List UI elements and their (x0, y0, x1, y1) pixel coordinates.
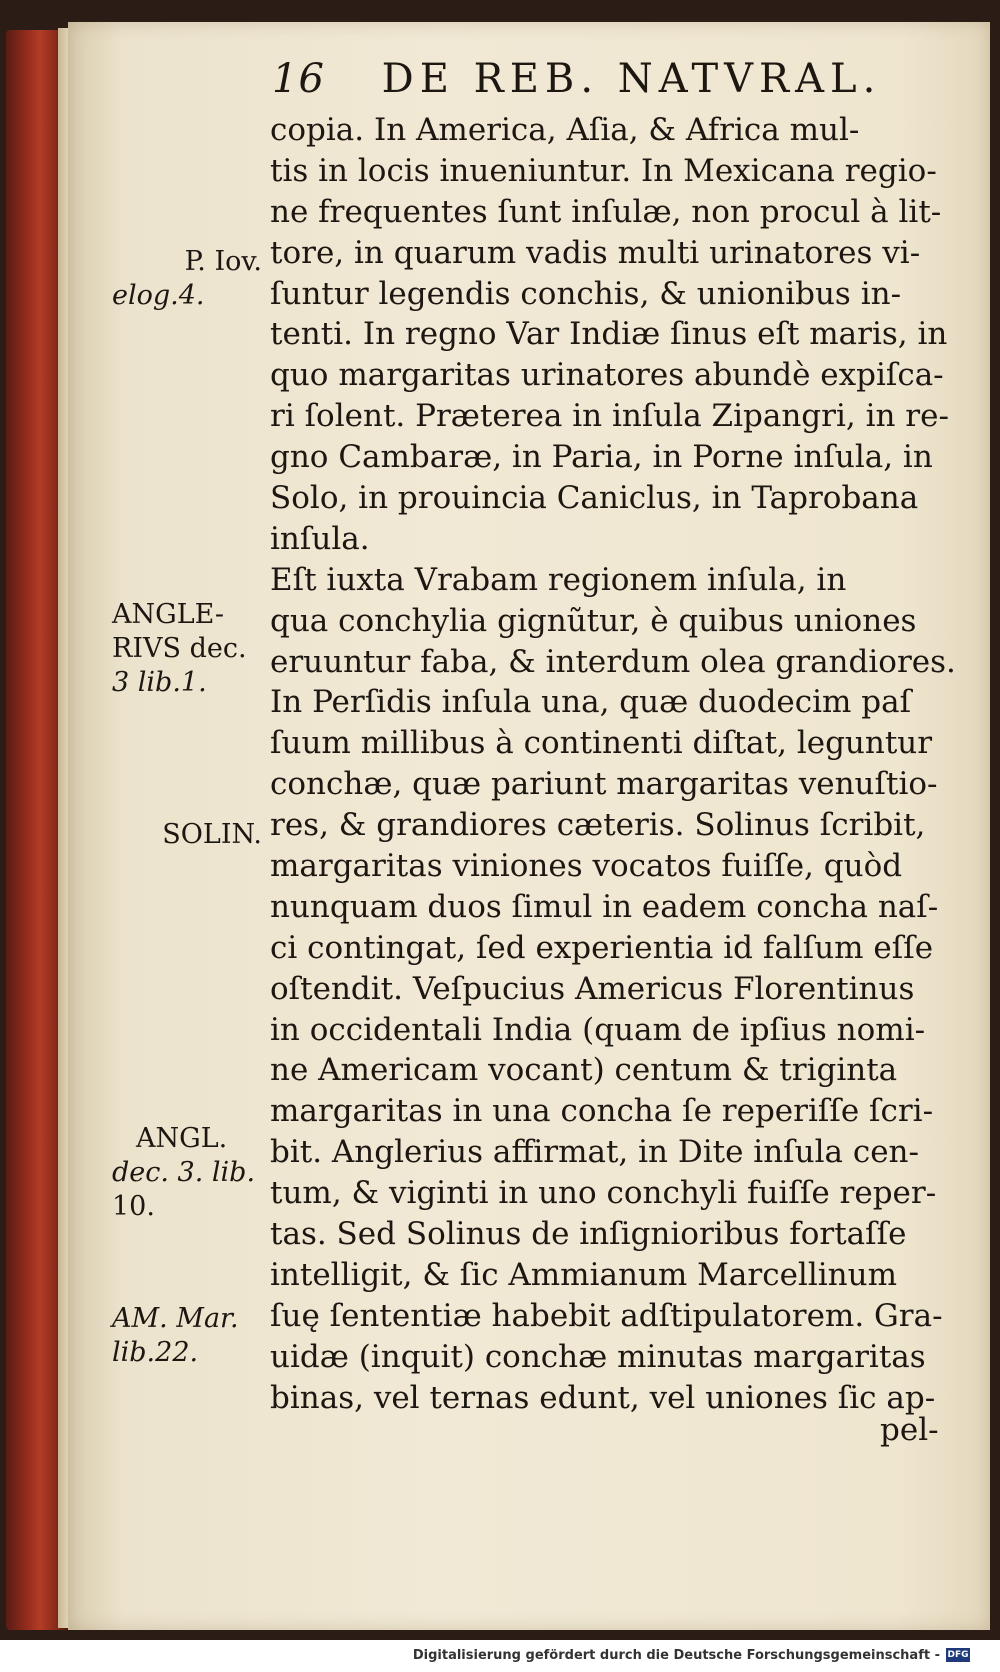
digitization-credit (413, 1644, 970, 1666)
text-line: Eſt iuxta Vrabam regionem inſula, in (270, 561, 847, 598)
text-line: ci contingat, ſed experientia id falſum eſſe (270, 929, 934, 966)
text-line: Solo, in prouincia Caniclus, in Taprobana (270, 480, 919, 517)
text-line: inſula. (270, 520, 370, 557)
margin-note-line: AM. Mar. (112, 1303, 239, 1334)
margin-note-line: lib.22. (112, 1337, 199, 1368)
text-line: in occidentali India (quam de ipſius nomi- (270, 1011, 926, 1048)
margin-note-line: 3 lib.1. (112, 667, 207, 698)
text-line: ne Americam vocant) centum & triginta (270, 1052, 898, 1089)
text-line: tum, & viginti in uno conchyli fuiſſe reper- (270, 1175, 937, 1212)
text-line: intelligit, & ſic Ammianum Marcellinum (270, 1256, 897, 1293)
text-line: conchæ, quæ pariunt margaritas venuſtio- (270, 766, 938, 803)
dfg-logo-icon: DFG (947, 1650, 969, 1660)
margin-note-ammianus (112, 1302, 262, 1370)
text-line: tore, in quarum vadis multi urinatores vi- (270, 234, 921, 271)
margin-note-line: 10. (112, 1191, 155, 1222)
main-text-block (270, 110, 960, 1419)
margin-note-line: ANGLE- (112, 599, 224, 630)
margin-note-anglerius-2 (112, 1122, 262, 1224)
text-line: ſuntur legendis conchis, & unionibus in- (270, 275, 902, 312)
text-line: ne frequentes ſunt inſulæ, non procul à lit- (270, 193, 942, 230)
margin-note-solinus (112, 818, 262, 852)
text-line: bit. Anglerius affirmat, in Dite inſula cen- (270, 1134, 920, 1171)
text-line: ſuum millibus à continenti diſtat, leguntur (270, 725, 933, 762)
text-line: eruuntur faba, & interdum olea grandiores. (270, 643, 956, 680)
running-title: DE REB. NATVRAL. (381, 56, 882, 102)
running-header (272, 56, 912, 106)
text-line: quo margaritas urinatores abundè expiſca- (270, 357, 944, 394)
text-line: In Perſidis inſula una, quæ duodecim paſ (270, 684, 912, 721)
text-line: gno Cambaræ, in Paria, in Porne inſula, in (270, 439, 933, 476)
margin-note-line: RIVS dec. (112, 633, 247, 664)
text-line: ri ſolent. Præterea in inſula Zipangri, in re- (270, 398, 949, 435)
margin-note-line: ANGL. (136, 1123, 228, 1154)
credit-text: Digitalisierung gefördert durch die Deutsche Forschungsgemeinschaft - (412, 1647, 940, 1663)
text-line: binas, vel ternas edunt, vel uniones ſic ap- (270, 1379, 936, 1416)
margin-note-anglerius (112, 598, 262, 700)
text-line: tenti. In regno Var Indiæ ſinus eſt maris, in (270, 316, 948, 353)
text-line: res, & grandiores cæteris. Solinus ſcribit, (270, 807, 926, 844)
text-line: oſtendit. Veſpucius Americus Florentinus (270, 970, 915, 1007)
margin-note-line: elog.4. (112, 280, 205, 311)
catchword: pel- (880, 1412, 939, 1448)
text-line: nunquam duos ſimul in eadem concha naſ- (270, 888, 939, 925)
text-line: ſuę ſententiæ habebit adſtipulatorem. Gra- (270, 1297, 943, 1334)
text-line: copia. In America, Aſia, & Africa mul- (270, 112, 860, 148)
page-number: 16 (272, 56, 325, 102)
text-line: qua conchylia gignũtur, è quibus uniones (270, 602, 917, 639)
text-line: uidæ (inquit) conchæ minutas margaritas (270, 1338, 926, 1375)
text-line: tas. Sed Solinus de inſignioribus fortaſſe (270, 1216, 907, 1253)
text-line: margaritas viniones vocatos fuiſſe, quòd (270, 848, 903, 885)
text-line: margaritas in una concha ſe reperiſſe ſcri- (270, 1093, 934, 1130)
margin-note-line: dec. 3. lib. (112, 1157, 256, 1188)
margin-note-line: SOLIN. (162, 819, 262, 850)
text-line: tis in locis inueniuntur. In Mexicana regio- (270, 152, 937, 189)
margin-note-jovius (112, 245, 262, 313)
margin-note-line: P. Iov. (184, 246, 262, 277)
